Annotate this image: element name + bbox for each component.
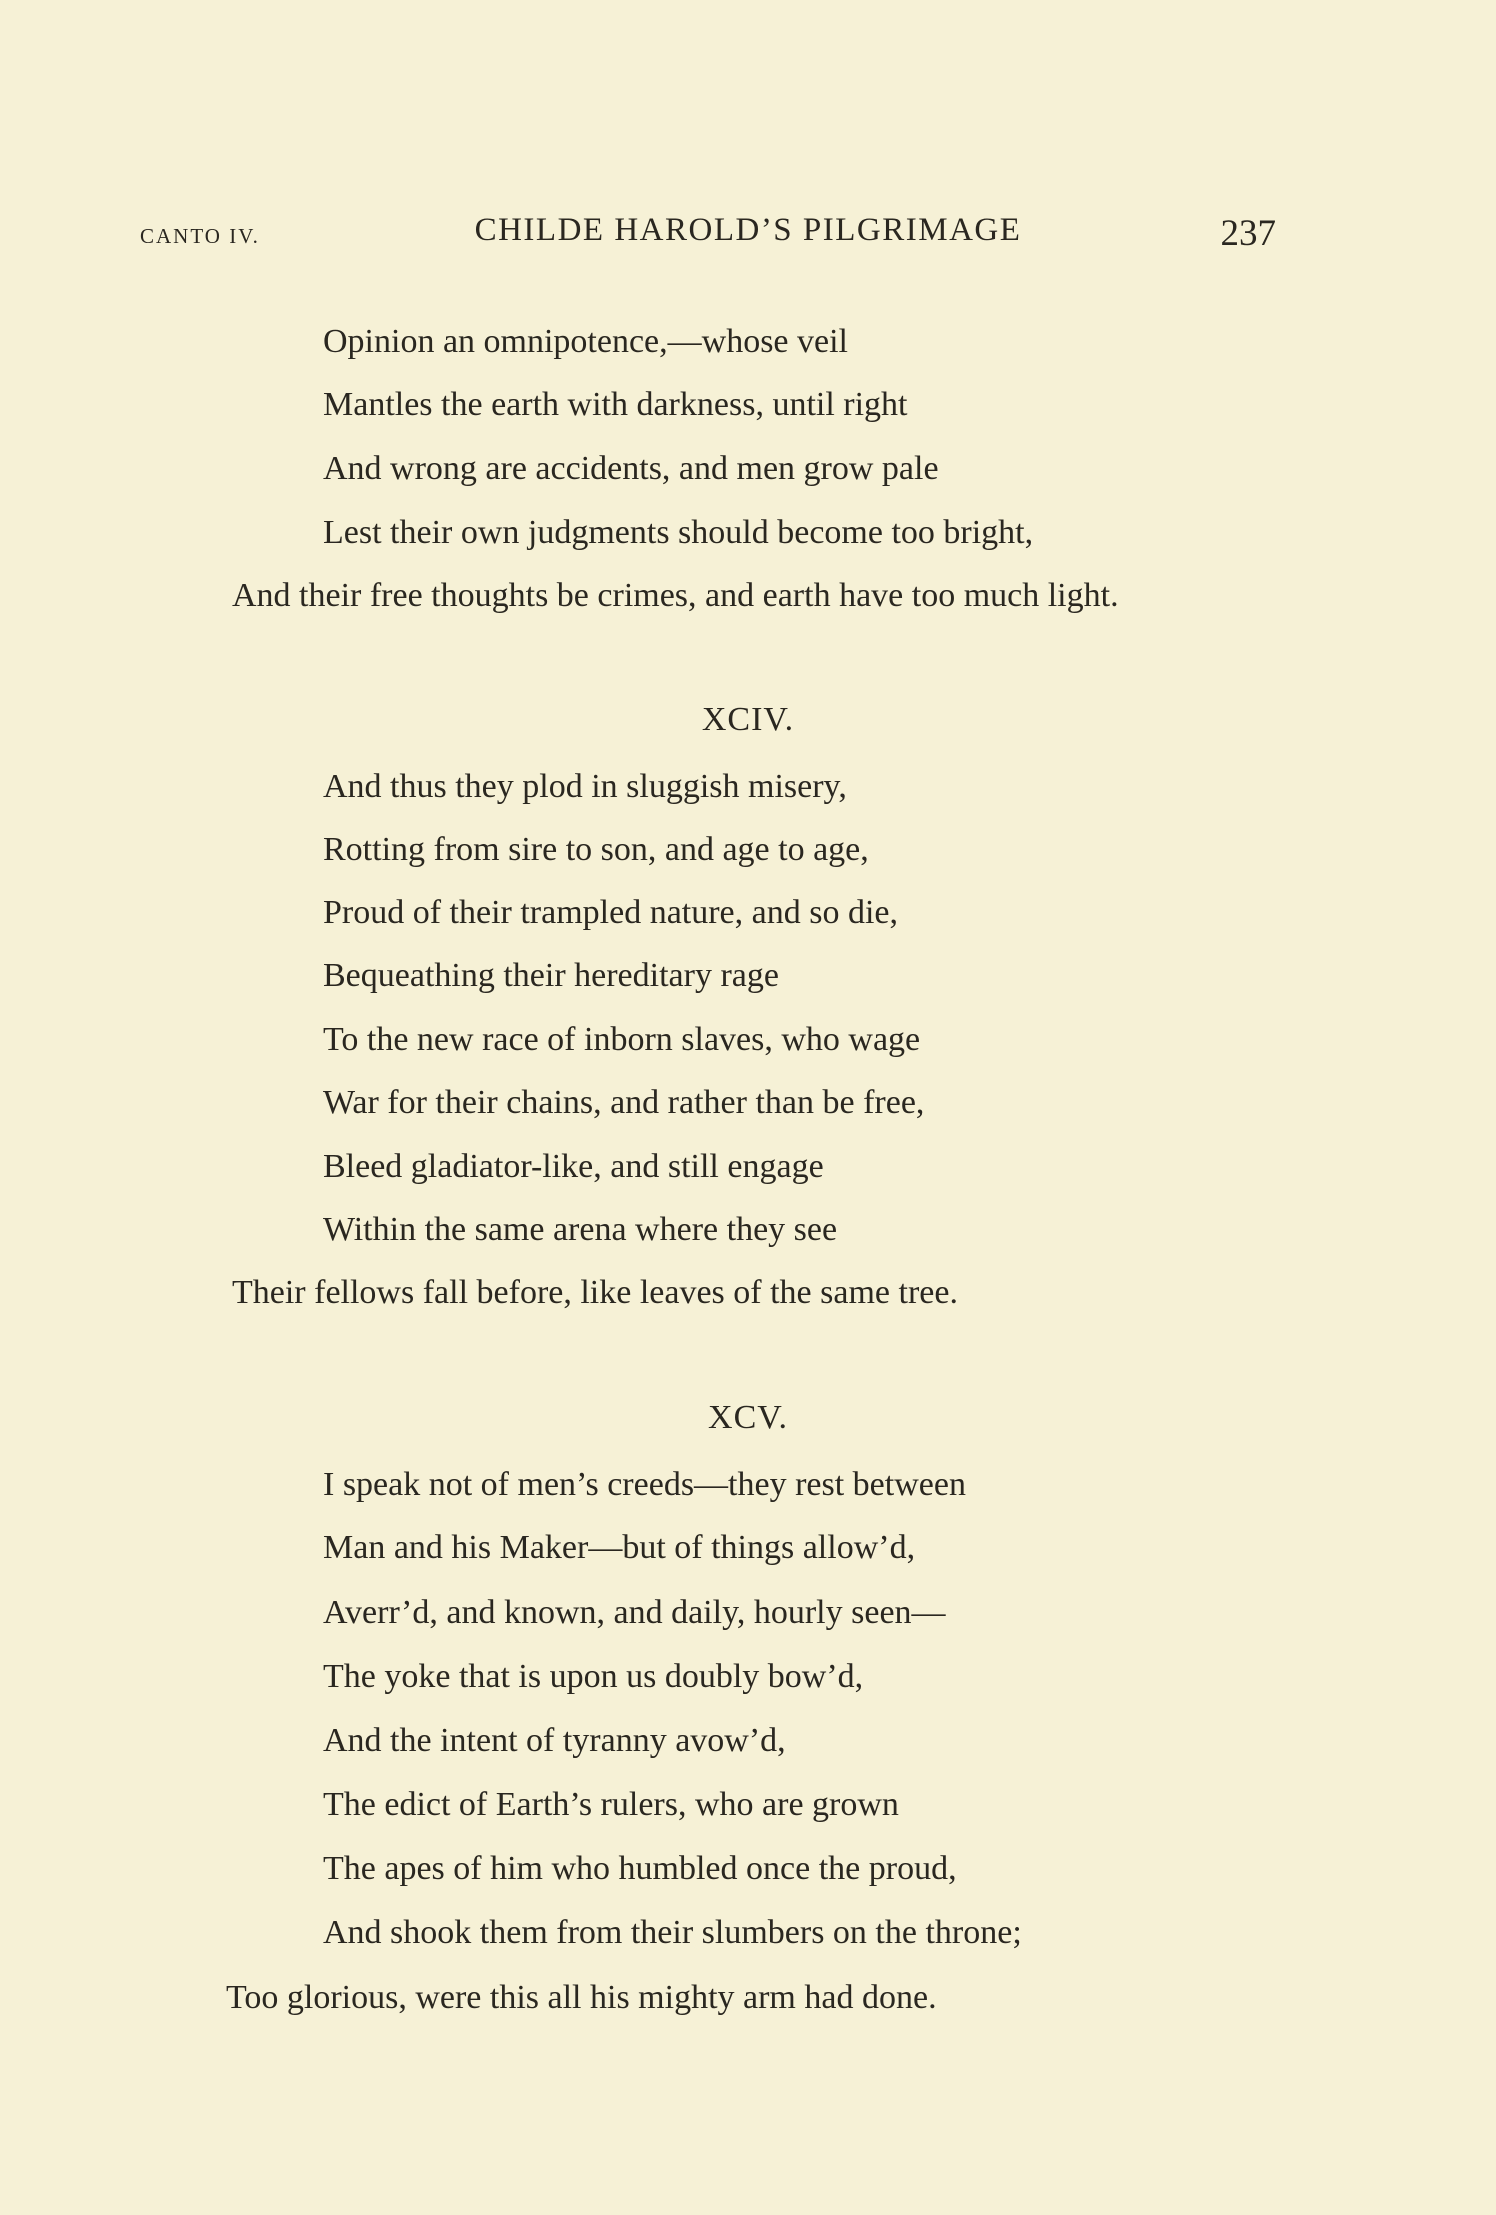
verse-line: Mantles the earth with darkness, until right <box>323 386 908 423</box>
verse-line: The yoke that is upon us doubly bow’d, <box>323 1658 864 1695</box>
verse-line: The edict of Earth’s rulers, who are grown <box>323 1786 899 1823</box>
verse-line: Man and his Maker—but of things allow’d, <box>323 1529 916 1566</box>
verse-line-alexandrine: Their fellows fall before, like leaves of the same tree. <box>232 1274 958 1311</box>
verse-line: Bequeathing their hereditary rage <box>323 957 779 994</box>
stanza-number: XCV. <box>708 1399 788 1436</box>
verse-line: Averr’d, and known, and daily, hourly seen— <box>323 1594 946 1631</box>
verse-line: War for their chains, and rather than be free, <box>323 1084 925 1121</box>
page-number: 237 <box>1220 213 1276 254</box>
verse-line: And thus they plod in sluggish misery, <box>323 768 847 805</box>
verse-line: And the intent of tyranny avow’d, <box>323 1722 786 1759</box>
canto-label: CANTO IV. <box>140 224 260 248</box>
verse-line: The apes of him who humbled once the proud, <box>323 1850 957 1887</box>
verse-line-alexandrine: Too glorious, were this all his mighty arm had done. <box>226 1979 937 2016</box>
verse-line: Lest their own judgments should become too bright, <box>323 514 1034 551</box>
verse-line-alexandrine: And their free thoughts be crimes, and earth have too much light. <box>232 577 1119 614</box>
book-title: CHILDE HAROLD’S PILGRIMAGE <box>474 212 1022 248</box>
verse-line: And wrong are accidents, and men grow pale <box>323 450 939 487</box>
verse-line: Bleed gladiator-like, and still engage <box>323 1148 824 1185</box>
verse-line: Proud of their trampled nature, and so die, <box>323 894 899 931</box>
verse-line: I speak not of men’s creeds—they rest between <box>323 1466 966 1503</box>
running-head <box>0 212 1496 262</box>
stanza-number: XCIV. <box>701 701 795 738</box>
verse-line: To the new race of inborn slaves, who wage <box>323 1021 921 1058</box>
verse-line: And shook them from their slumbers on the throne; <box>323 1914 1022 1951</box>
verse-line: Within the same arena where they see <box>323 1211 838 1248</box>
verse-line: Rotting from sire to son, and age to age, <box>323 831 869 868</box>
verse-line: Opinion an omnipotence,—whose veil <box>323 323 849 360</box>
